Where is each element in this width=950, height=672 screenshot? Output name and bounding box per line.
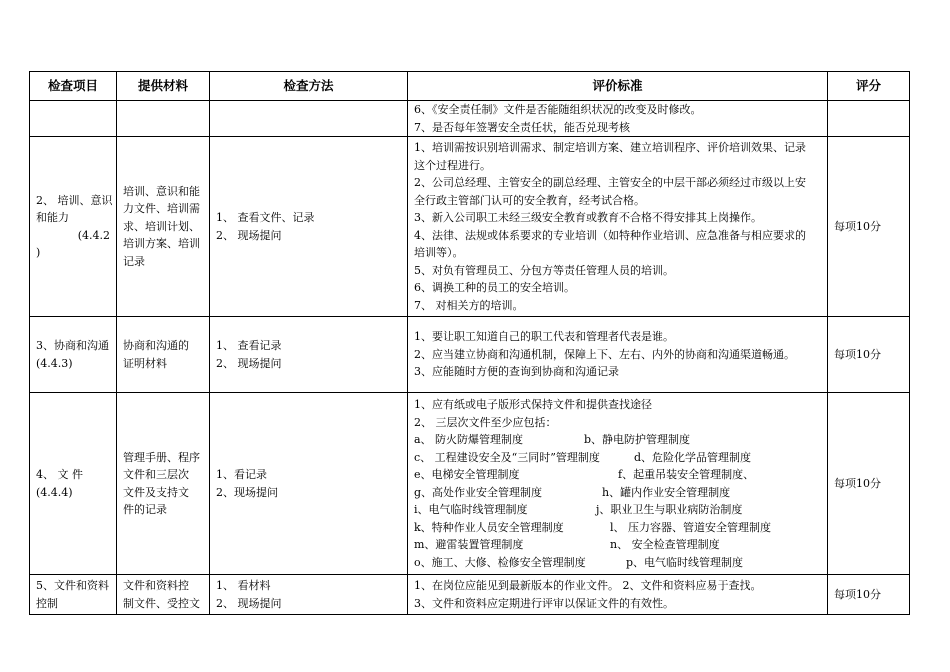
item-cell [30,137,117,317]
item-cell [30,317,117,393]
criteria-line: 2、应当建立协商和沟通机制，保障上下、左右、内外的协商和沟通渠道畅通。 [414,347,795,361]
table-row [30,575,910,615]
item-cell [30,575,117,615]
method-cell [210,317,408,393]
material-line: 记录 [123,254,145,268]
criteria-line: 7、 对相关方的培训。 [414,298,524,312]
method-cell [210,575,408,615]
method-line: 1、 查看记录 [216,339,282,352]
criteria-cell [408,575,828,615]
material-line: 件的记录 [123,503,167,516]
method-line: 2、现场提问 [216,485,278,499]
material-line: 培训、意识和能 [123,184,200,198]
criteria-left: m、避雷装置管理制度 [414,538,524,551]
item-line: ) [36,246,41,259]
score-cell: 每项10分 [828,317,910,393]
table-row [30,101,910,137]
material-line: 文件和三层次 [123,468,189,481]
criteria-line: 1、在岗位应能见到最新版本的作业文件。 2、文件和资料应易于查找。 [414,579,762,592]
header-check-method: 检查方法 [210,72,408,101]
criteria-line: 培训等）。 [414,246,464,259]
material-line: 管理手册、程序 [123,450,200,464]
criteria-right: d、危险化学品管理制度 [634,450,752,464]
table-row [30,317,910,393]
criteria-line: 4、法律、法规或体系要求的专业培训（如特种作业培训、应急准备与相应要求的 [414,228,806,242]
criteria-cell [408,317,828,393]
criteria-pair-line [414,519,821,537]
item-line: (4.4.3) [36,356,73,370]
criteria-pair-line [414,466,821,484]
table-row [30,393,910,575]
criteria-right: l、 压力容器、管道安全管理制度 [610,520,772,534]
criteria-line: 2、 三层次文件至少应包括： [414,415,557,429]
material-cell [117,317,210,393]
item-line: (4.4.2 [77,228,110,242]
criteria-line: 这个过程进行。 [414,158,491,172]
criteria-pair-line [414,484,821,502]
criteria-left: k、特种作业人员安全管理制度 [414,520,564,534]
item-line: 5、文件和资料 [36,579,109,592]
criteria-right: h、罐内作业安全管理制度 [602,485,731,499]
criteria-left: a、 防火防爆管理制度 [414,433,524,446]
score-cell [828,101,910,137]
method-line: 2、 现场提问 [216,596,282,610]
header-materials: 提供材料 [117,72,210,101]
material-cell [117,393,210,575]
criteria-pair-line [414,554,821,572]
material-line: 力文件、培训需 [123,202,200,216]
criteria-left: i、电气临时线管理制度 [414,503,528,516]
inspection-table [29,71,910,615]
method-line: 1、 看材料 [216,579,271,592]
item-cell [30,393,117,575]
item-line: 3、协商和沟通 [36,339,109,352]
method-line: 2、 现场提问 [216,228,282,242]
material-line: 求、培训计划、 [123,219,200,233]
criteria-line: 3、应能随时方便的查询到协商和沟通记录 [414,365,619,379]
material-cell [117,137,210,317]
criteria-left: g、高处作业安全管理制度 [414,485,543,499]
criteria-line: 1、要让职工知道自己的职工代表和管理者代表是谁。 [414,330,674,344]
criteria-right: j、职业卫生与职业病防治制度 [596,503,743,516]
method-cell [210,101,408,137]
material-line: 证明材料 [123,356,167,370]
method-cell [210,393,408,575]
criteria-line: 1、培训需按识别培训需求、制定培训方案、建立培训程序、评价培训效果、记录 [414,141,806,154]
material-line: 文件及支持文 [123,485,189,499]
criteria-line: 6、《安全责任制》文件是否能随组织状况的改变及时修改。 [414,103,702,116]
material-cell [117,101,210,137]
criteria-line: 7、是否每年签署安全责任状，能否兑现考核 [414,120,630,134]
criteria-cell [408,137,828,317]
method-line: 1、 查看文件、记录 [216,211,315,224]
criteria-line: 2、公司总经理、主管安全的副总经理、主管安全的中层干部必须经过市级以上安 [414,176,806,189]
material-line: 制文件、受控文 [123,596,200,610]
item-cell [30,101,117,137]
score-cell: 每项10分 [828,137,910,317]
criteria-line: 1、应有纸或电子版形式保持文件和提供查找途径 [414,398,652,411]
criteria-line: 5、对负有管理员工、分包方等责任管理人员的培训。 [414,263,674,277]
criteria-pair-line [414,501,821,519]
item-line: 控制 [36,596,58,610]
criteria-right: n、 安全检查管理制度 [610,538,720,551]
method-cell [210,137,408,317]
method-line: 1、看记录 [216,468,267,481]
header-row [30,72,910,101]
header-score: 评分 [828,72,910,101]
criteria-line: 6、调换工种的员工的安全培训。 [414,281,575,294]
criteria-left: c、 工程建设安全及“三同时”管理制度 [414,450,600,464]
criteria-right: p、电气临时线管理制度 [626,555,744,569]
score-cell: 每项10分 [828,575,910,615]
table-row [30,137,910,317]
item-line: (4.4.4) [36,485,73,499]
score-cell: 每项10分 [828,393,910,575]
criteria-left: o、施工、大修、检修安全管理制度 [414,555,586,569]
criteria-line: 3、新入公司职工未经三级安全教育或教育不合格不得安排其上岗操作。 [414,211,762,224]
criteria-pair-line [414,536,821,554]
item-line: 4、 文 件 [36,468,83,481]
criteria-pair-line [414,449,821,467]
criteria-cell [408,393,828,575]
material-line: 培训方案、培训 [123,237,200,251]
criteria-line: 3、文件和资料应定期进行评审以保证文件的有效性。 [414,596,674,610]
criteria-left: e、电梯安全管理制度 [414,468,520,481]
criteria-line: 全行政主管部门认可的安全教育，经考试合格。 [414,193,645,207]
method-line: 2、 现场提问 [216,356,282,370]
criteria-pair-line [414,431,821,449]
header-criteria: 评价标准 [408,72,828,101]
criteria-right: f、起重吊装安全管理制度、 [618,468,755,481]
criteria-right: b、静电防护管理制度 [584,433,691,446]
criteria-cell [408,101,828,137]
item-line: 和能力 [36,211,69,224]
material-cell [117,575,210,615]
item-line: 2、 培训、意识 [36,193,113,207]
header-check-item: 检查项目 [30,72,117,101]
material-line: 协商和沟通的 [123,339,189,352]
material-line: 文件和资料控 [123,579,189,592]
